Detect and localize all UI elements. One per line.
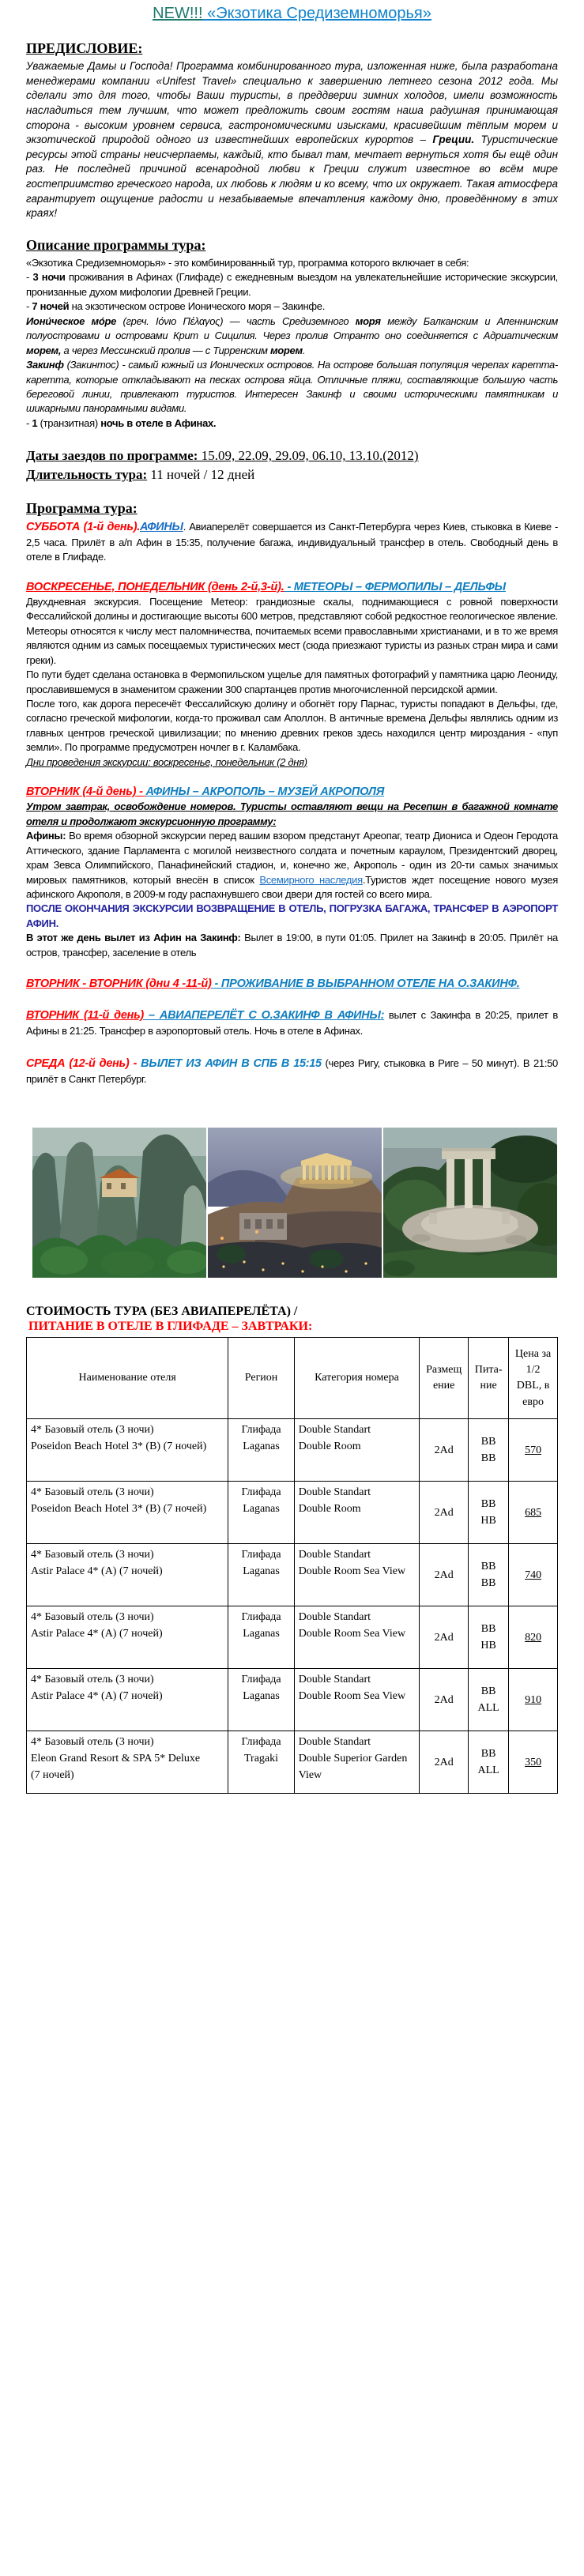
- day-4-11-route: - ПРОЖИВАНИЕ В ВЫБРАННОМ ОТЕЛЕ НА О.ЗАКИНФ.: [211, 977, 520, 991]
- page-title: [26, 5, 558, 23]
- program-heading: Программа тура:: [26, 500, 138, 517]
- price-value: 820: [525, 1631, 542, 1644]
- price-value: 570: [525, 1444, 542, 1456]
- thermopylae-paragraph: По пути будет сделана остановка в Фермопильском ущелье для памятных фотографий у памятника царю Леониду, прославившемуся в знаменитом сражении 300 спартанцев против многочисленной персидской армии.: [26, 668, 558, 695]
- day-4-intro: Утром завтрак, освобождение номеров. Туристы оставляют вещи на Ресепшн в багажной комнате отеля и продолжают экскурсионную программу:: [26, 800, 558, 827]
- title-link[interactable]: [153, 5, 431, 22]
- table-row: [27, 1419, 558, 1482]
- meal-plan-2: ALL: [477, 1764, 499, 1777]
- day-12-route: ВЫЛЕТ ИЗ АФИН В СПБ В 15:15: [141, 1057, 322, 1071]
- meal-plan: BB: [480, 1685, 496, 1698]
- delphi-photo-art: [383, 1128, 557, 1278]
- day-12-label: СРЕДА (12-й день) -: [26, 1057, 141, 1071]
- occupancy: 2Ad: [420, 1419, 469, 1482]
- day-1-paragraph: [26, 519, 558, 564]
- table-header-row: [27, 1338, 558, 1419]
- meteora-photo-art: [32, 1128, 206, 1278]
- header-region: Регион: [228, 1338, 294, 1419]
- room-category-2: Double Room Sea View: [298, 1690, 406, 1703]
- tour-item-transit-night: - 1 (транзитная) ночь в отеле в Афинах.: [26, 416, 217, 429]
- price-section-title: СТОИМОСТЬ ТУРА (БЕЗ АВИАПЕРЕЛЁТА) /: [26, 1305, 298, 1319]
- room-category-2: Double Room: [298, 1441, 361, 1453]
- athens-label: Афины:: [26, 830, 66, 842]
- flight-text: Вылет в 19:00, в пути 01:05. Прилет на Закинф в 20:05. Прилёт на остров, трансфер, заселение в отель: [26, 932, 558, 958]
- duration-label: Длительность тура:: [26, 467, 148, 483]
- meal-plan: BB: [480, 1748, 496, 1761]
- day-4-route: АФИНЫ – АКРОПОЛЬ – МУЗЕЙ АКРОПОЛЯ: [145, 785, 385, 799]
- region: Глифада: [241, 1736, 281, 1749]
- tour-item-athens-nights: - 3 ночи проживания в Афинах (Глифаде) с ежедневным выездом на увлекательнейшие исторические экскурсии, пронизанные духом мифологии Древней Греции.: [26, 271, 558, 298]
- region-2: Laganas: [243, 1441, 280, 1453]
- meal-plan: BB: [480, 1436, 496, 1448]
- meal-plan-2: BB: [480, 1452, 496, 1465]
- hotel-name: 4* Базовый отель (3 ночи): [31, 1424, 154, 1437]
- athens-sightseeing-paragraph: [26, 829, 558, 902]
- day-1-label: СУББОТА (1-й день).: [26, 521, 140, 534]
- athens-photo-art: [208, 1128, 382, 1278]
- day-12-text: (через Ригу, стыковка в Риге – 50 минут). В 21:50 прилёт в Санкт Петербург.: [26, 1057, 558, 1085]
- room-category: Double Standart: [298, 1674, 371, 1686]
- preface-text: Уважаемые Дамы и Господа! Программа комбинированного тура, изложенная ниже, была разработана менеджерами компании «Unifest Travel» специально к завершению летнего сезона 2012 года. Мы сделали это для того, чтобы Ваши туристы, в преддверии зимних холодов, имели возможность насладиться тем лучшим, что может предложить своим гостям наша радушная принимающая сторона - высоким уровнем сервиса, гастрономическими изысками, красивейшим тёплым морем и экзотической природой одного из известнейших европейских курортов –: [26, 60, 558, 146]
- price-value: 685: [525, 1506, 542, 1519]
- meal-plan: BB: [480, 1561, 496, 1573]
- table-row: [27, 1606, 558, 1669]
- hotel-name: 4* Базовый отель (3 ночи): [31, 1736, 154, 1749]
- preface-heading: ПРЕДИСЛОВИЕ:: [26, 40, 143, 56]
- region-2: Laganas: [243, 1565, 280, 1578]
- preface-bold-greece: Греции.: [432, 134, 475, 146]
- occupancy: 2Ad: [420, 1544, 469, 1606]
- delphi-tholos-ruins-photo: [383, 1128, 557, 1278]
- room-category: Double Standart: [298, 1424, 371, 1437]
- room-category: Double Standart: [298, 1549, 371, 1561]
- table-row: [27, 1544, 558, 1606]
- day-1-text: . Авиаперелёт совершается из Санкт-Петербурга через Киев, стыковка в Киеве - 2,5 часа. Прилёт в а/п Афин в 15:35, получение багажа, индивидуальный трансфер в отель. Свободный день в отеле в Глифаде.: [26, 521, 558, 563]
- hotel-name: 4* Базовый отель (3 ночи): [31, 1486, 154, 1499]
- price-value: 740: [525, 1569, 542, 1581]
- price-value: 910: [525, 1693, 542, 1706]
- duration-line: [26, 467, 558, 483]
- day-4-heading: [26, 785, 558, 798]
- day-11-route: – АВИАПЕРЕЛЁТ С О.ЗАКИНФ В АФИНЫ:: [143, 1009, 385, 1022]
- departure-dates-value: 15.09, 22.09, 29.09, 06.10, 13.10.(2012): [198, 448, 419, 464]
- zakynthos-flight-paragraph: [26, 931, 558, 960]
- athens-text-2: .Туристов ждет посещение нового музея афинского Акрополя, в 2009-м году распахнувшего свои двери для гостей со всего мира.: [26, 873, 558, 900]
- day-4-11-label: ВТОРНИК - ВТОРНИК (дни 4 -11-й): [26, 977, 212, 991]
- preface-text-2: Туристические ресурсы этой страны неисчерпаемы, каждый, кто бывал там, мечтает вернуться хотя бы ещё один раз. Не последней причиной всенародной любви к Греции служит известное во всём мире гостеприимство греческого народа, их любовь к людям и ко всему, что их окружает. Такая атмосфера гарантирует ощущение радости и незабываемые впечатления каждому дню, проведённому в этих краях!: [26, 134, 558, 220]
- hotels-price-table: [26, 1337, 558, 1794]
- hotel-name-2: Poseidon Beach Hotel 3* (B) (7 ночей): [31, 1503, 207, 1516]
- meal-plan-2: ALL: [477, 1702, 499, 1715]
- day-4-11-heading: [26, 977, 558, 990]
- day-2-3-label: ВОСКРЕСЕНЬЕ, ПОНЕДЕЛЬНИК (день 2-й,3-й).: [26, 580, 284, 593]
- header-price: Цена за 1/2 DBL, в евро: [509, 1338, 558, 1419]
- day-4-label: ВТОРНИК (4-й день) -: [26, 785, 146, 799]
- excursion-days-note: Дни проведения экскурсии: воскресенье, понедельник (2 дня): [26, 755, 307, 768]
- occupancy: 2Ad: [420, 1606, 469, 1669]
- header-occupancy: Размещение: [420, 1338, 469, 1419]
- day-11-text: вылет с Закинфа в 20:25, прилет в Афины в 21:25. Трансфер в аэропортовый отель. Ночь в отеле в Афинах.: [26, 1009, 558, 1037]
- day-12-paragraph: [26, 1056, 558, 1087]
- meal-plan: BB: [480, 1498, 496, 1511]
- meteora-cliffs-monastery-photo: [32, 1128, 206, 1278]
- room-category-2: Double Room: [298, 1503, 361, 1516]
- meal-plan-2: HB: [480, 1640, 496, 1652]
- hotel-name-2: Astir Palace 4* (A) (7 ночей): [31, 1628, 163, 1640]
- flight-label: В этот же день вылет из Афин на Закинф:: [26, 932, 241, 944]
- day-11-label: ВТОРНИК (11-й день): [26, 1009, 144, 1022]
- hotel-name-2: Astir Palace 4* (A) (7 ночей): [31, 1565, 163, 1578]
- tour-item-zakynthos-nights: - 7 ночей на экзотическом острове Ионического моря – Закинфе.: [26, 300, 326, 313]
- hotel-name: 4* Базовый отель (3 ночи): [31, 1611, 154, 1624]
- room-category: Double Standart: [298, 1736, 371, 1749]
- hotel-name: 4* Базовый отель (3 ночи): [31, 1674, 154, 1686]
- region: Глифада: [241, 1549, 281, 1561]
- tour-intro: «Экзотика Средиземноморья» - это комбинированный тур, программа которого включает в себя:: [26, 256, 469, 269]
- athens-link[interactable]: АФИНЫ: [139, 521, 183, 534]
- hotel-name-3: (7 ночей): [31, 1769, 74, 1782]
- table-row: [27, 1731, 558, 1794]
- region-2: Laganas: [243, 1503, 280, 1516]
- room-category: Double Standart: [298, 1611, 371, 1624]
- title-main-label[interactable]: «Экзотика Средиземноморья»: [202, 5, 431, 22]
- description-heading: Описание программы тура:: [26, 236, 206, 253]
- table-row: [27, 1669, 558, 1731]
- room-category-2: Double Room Sea View: [298, 1628, 406, 1640]
- occupancy: 2Ad: [420, 1482, 469, 1544]
- hotel-name-2: Poseidon Beach Hotel 3* (B) (7 ночей): [31, 1441, 207, 1453]
- hotel-name-2: Astir Palace 4* (A) (7 ночей): [31, 1690, 163, 1703]
- region: Глифада: [241, 1424, 281, 1437]
- ionian-sea-note: Иони́ческое мо́ре (греч. Ιόνιο Πέλαγος) — часть Средиземного моря между Балканским и Апеннинским полуостровами и островами Крит и Сицилия. Через пролив Отранто оно соединяется с Адриатическим морем, а через Мессинский пролив — с Тирренским морем.: [26, 314, 558, 356]
- header-hotel-name: Наименование отеля: [27, 1338, 228, 1419]
- photo-strip: [32, 1128, 558, 1278]
- region: Глифада: [241, 1674, 281, 1686]
- region: Глифада: [241, 1611, 281, 1624]
- price-value: 350: [525, 1756, 542, 1768]
- region-2: Laganas: [243, 1628, 280, 1640]
- title-new-label[interactable]: NEW!!!: [153, 5, 203, 22]
- hotel-name-2: Eleon Grand Resort & SPA 5* Deluxe: [31, 1753, 201, 1765]
- meteora-paragraph: Двухдневная экскурсия. Посещение Метеор: грандиозные скалы, поднимающиеся с ровной поверхности Фессалийской долины и достигающие высоты 600 метров, представляют собой редкостное геологическое явление. Метеоры относятся к числу мест паломничества, почитаемых всеми православными христианами, и в то же время являются одним из самых посещаемых туристических мест (сюда приезжают туристы из разных стран мира и сами греки).: [26, 595, 558, 666]
- meal-plan-2: HB: [480, 1515, 496, 1527]
- return-transfer-note: ПОСЛЕ ОКОНЧАНИЯ ЭКСКУРСИИ ВОЗВРАЩЕНИЕ В ОТЕЛЬ, ПОГРУЗКА БАГАЖА, ТРАНСФЕР В АЭРОПОРТ АФИН.: [26, 902, 558, 929]
- meal-plan: BB: [480, 1623, 496, 1636]
- hotel-name: 4* Базовый отель (3 ночи): [31, 1549, 154, 1561]
- delphi-paragraph: После того, как дорога пересечёт Фессалийскую долину и обогнёт гору Парнас, туристы попадают в Дельфы, где, согласно греческой мифологии, когда-то проживал сам Аполлон. В античные времена Дельфы являлись одним из главных центров греческой цивилизации; по мнению древних греков здесь находился центр мироздания - «пуп земли». По программе предусмотрен ночлег в г. Каламбака.: [26, 697, 558, 754]
- occupancy: 2Ad: [420, 1669, 469, 1731]
- occupancy: 2Ad: [420, 1731, 469, 1794]
- athens-acropolis-dusk-photo: [208, 1128, 382, 1278]
- athens-text-1: Во время обзорной экскурсии перед вашим взором предстанут Ареопаг, театр Диониса и Одеон Геродота Аттического, здание Парламента с могилой неизвестного солдата и почетным караулом, Президентский дворец, храм Зевса Олимпийского, Панафинейский стадион, и, конечно же, Акрополь - один из 20-ти самых значимых мировых памятников, который внесён в список: [26, 830, 558, 886]
- duration-value: 11 ночей / 12 дней: [147, 467, 255, 483]
- day-11-paragraph: [26, 1007, 558, 1038]
- region-2: Tragaki: [244, 1753, 279, 1765]
- header-meals: Пита-ние: [469, 1338, 509, 1419]
- zakynthos-note: Закинф (Закинтос) - самый южный из Ионических островов. На острове большая популяция черепах каретта-каретта, которые откладывают на песках острова яйца. Отличные пляжи, составляющие большую часть береговой линии, привлекают туристов. Интересен Закинф и своими историческими памятникам и шикарными панорамными видами.: [26, 359, 558, 415]
- room-category: Double Standart: [298, 1486, 371, 1499]
- header-room-category: Категория номера: [294, 1338, 420, 1419]
- day-2-3-route: - МЕТЕОРЫ – ФЕРМОПИЛЫ – ДЕЛЬФЫ: [284, 580, 506, 593]
- price-section-subtitle: ПИТАНИЕ В ОТЕЛЕ В ГЛИФАДЕ – ЗАВТРАКИ:: [28, 1320, 313, 1334]
- departure-dates-label: Даты заездов по программе:: [26, 448, 198, 464]
- preface-paragraph: [26, 59, 558, 221]
- room-category-2: Double Room Sea View: [298, 1565, 406, 1578]
- world-heritage-link[interactable]: Всемирного наследия: [259, 873, 363, 886]
- region: Глифада: [241, 1486, 281, 1499]
- day-2-3-heading: [26, 581, 558, 593]
- region-2: Laganas: [243, 1690, 280, 1703]
- bottom-whitespace: [26, 1794, 558, 2576]
- table-row: [27, 1482, 558, 1544]
- room-category-2: Double Superior Garden View: [298, 1753, 408, 1782]
- departure-dates-line: [26, 448, 558, 464]
- meal-plan-2: BB: [480, 1577, 496, 1590]
